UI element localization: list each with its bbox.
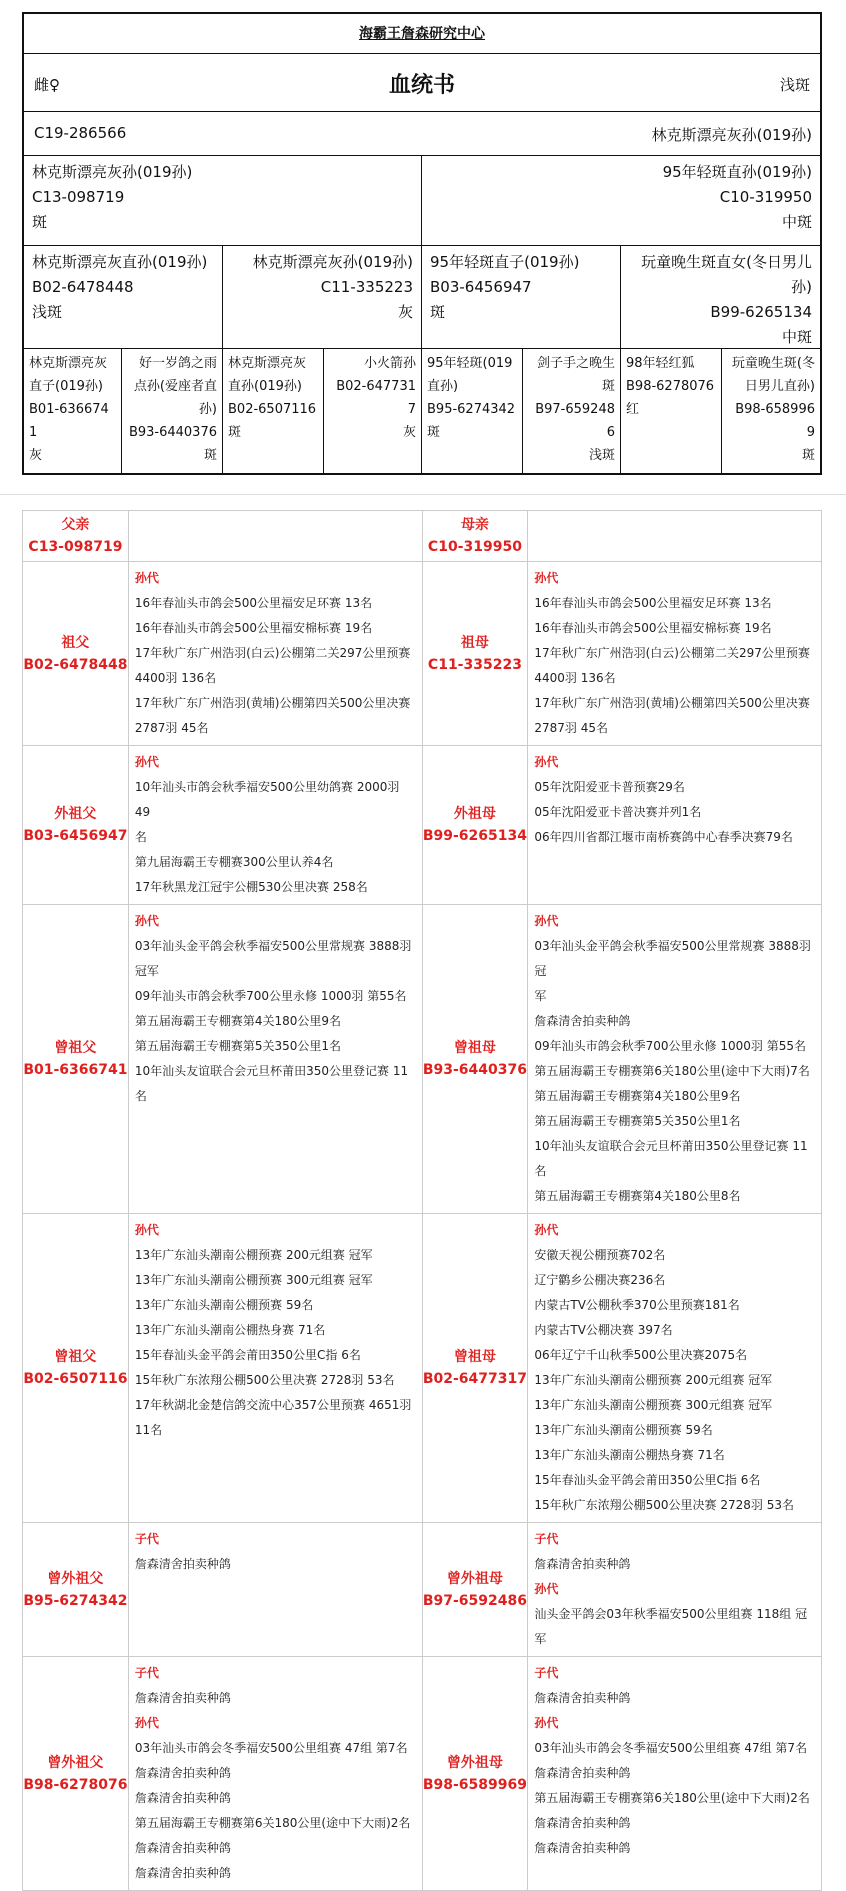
section-heading: 子代 bbox=[534, 1532, 559, 1546]
great-grandparent-ring: B02-6477317 bbox=[336, 379, 416, 417]
father-label-cell bbox=[23, 511, 129, 561]
achievement-line: 15年秋广东浓翔公棚500公里决赛 2728羽 53名 bbox=[134, 1373, 395, 1387]
achievement-line: 15年春汕头金平鸽会莆田350公里C指 6名 bbox=[534, 1473, 761, 1487]
color-label: 浅斑 bbox=[779, 76, 810, 94]
section-heading: 子代 bbox=[134, 1666, 159, 1680]
grandparent-name: 95年轻斑直子(019孙) bbox=[430, 253, 580, 271]
achievement-line: 詹森清舍拍卖种鸽 bbox=[134, 1866, 231, 1880]
achievement-line: 第五届海霸王专棚赛第5关350公里1名 bbox=[534, 1114, 741, 1128]
great-grandparent-color: 斑 bbox=[427, 425, 441, 440]
grandparent-ring: B03-6456947 bbox=[430, 278, 532, 296]
relative-ring: B01-6366741 bbox=[23, 1062, 128, 1078]
grandparent-cell bbox=[24, 246, 223, 348]
section-heading: 孙代 bbox=[134, 571, 159, 585]
achievement-line: 第五届海霸王专棚赛第4关180公里9名 bbox=[134, 1014, 342, 1028]
great-grandparent-cell bbox=[422, 349, 523, 473]
achievements-cell bbox=[129, 1523, 423, 1656]
record-row bbox=[23, 1523, 822, 1657]
achievement-line: 辽宁鹳乡公棚决赛236名 bbox=[534, 1273, 666, 1287]
relative-label: 外祖父 bbox=[54, 806, 97, 822]
relative-ring: B02-6478448 bbox=[23, 656, 128, 673]
achievements-cell bbox=[528, 562, 822, 745]
achievements-cell bbox=[528, 905, 822, 1213]
section-heading: 孙代 bbox=[534, 571, 559, 585]
relative-label-cell bbox=[23, 905, 129, 1213]
great-grandparent-cell bbox=[722, 349, 820, 473]
achievement-line: 詹森清舍拍卖种鸽 bbox=[134, 1557, 231, 1571]
section-heading: 子代 bbox=[134, 1532, 159, 1546]
great-grandparent-ring: B97-6592486 bbox=[535, 402, 615, 440]
grandparent-name: 玩童晚生斑直女(冬日男儿孙) bbox=[641, 253, 812, 296]
achievement-line: 05年沈阳爱亚卡普决赛并列1名 bbox=[534, 805, 702, 819]
org-header bbox=[24, 14, 820, 54]
relative-label-cell bbox=[423, 1214, 529, 1522]
relative-label-cell bbox=[23, 746, 129, 904]
grandparent-cell bbox=[223, 246, 422, 348]
achievement-line: 03年汕头金平鸽会秋季福安500公里常规赛 3888羽 冠 bbox=[534, 939, 811, 978]
relative-label-cell bbox=[423, 1657, 529, 1890]
relative-label-cell bbox=[423, 1523, 529, 1656]
relative-label: 曾祖父 bbox=[54, 1349, 97, 1365]
dam-color: 中斑 bbox=[781, 213, 812, 231]
achievement-line: 10年汕头友谊联合会元旦杯莆田350公里登记赛 11名 bbox=[534, 1139, 808, 1178]
great-grandparent-name: 剑子手之晚生斑 bbox=[536, 356, 615, 394]
great-grandparent-color: 斑 bbox=[203, 448, 217, 463]
achievement-line: 03年汕头市鸽会冬季福安500公里组赛 47组 第7名 bbox=[134, 1741, 408, 1755]
achievement-line: 17年秋广东广州浩羽(黄埔)公棚第四关500公里决赛 bbox=[534, 696, 810, 710]
achievement-line: 10年汕头友谊联合会元旦杯莆田350公里登记赛 11名 bbox=[134, 1064, 409, 1103]
section-heading: 孙代 bbox=[534, 1716, 559, 1730]
achievement-line: 13年广东汕头潮南公棚预赛 200元组赛 冠军 bbox=[534, 1373, 773, 1387]
great-grandparent-ring: B98-6589969 bbox=[735, 402, 815, 440]
achievement-line: 詹森清舍拍卖种鸽 bbox=[534, 1841, 631, 1855]
section-heading: 孙代 bbox=[534, 1582, 559, 1596]
relative-label: 祖母 bbox=[460, 634, 489, 651]
achievement-line: 17年秋湖北金楚信鸽交流中心357公里预赛 4651羽 bbox=[134, 1398, 412, 1412]
achievement-line: 第九届海霸王专棚赛300公里认养4名 bbox=[134, 855, 334, 869]
achievement-line: 13年广东汕头潮南公棚预赛 200元组赛 冠军 bbox=[134, 1248, 373, 1262]
achievement-line: 冠军 bbox=[134, 964, 159, 978]
achievement-line: 詹森清舍拍卖种鸽 bbox=[534, 1557, 631, 1571]
record-row bbox=[23, 905, 822, 1214]
achievements-cell bbox=[528, 1657, 822, 1890]
achievement-line: 03年汕头市鸽会冬季福安500公里组赛 47组 第7名 bbox=[534, 1741, 808, 1755]
achievement-line: 詹森清舍拍卖种鸽 bbox=[134, 1766, 231, 1780]
grandparent-ring: B99-6265134 bbox=[710, 303, 812, 321]
record-row bbox=[23, 1657, 822, 1891]
relative-label: 外祖母 bbox=[453, 806, 496, 822]
relative-ring: B98-6278076 bbox=[23, 1776, 128, 1793]
section-heading: 孙代 bbox=[134, 755, 159, 769]
relative-label-cell bbox=[423, 905, 529, 1213]
achievement-line: 10年汕头市鸽会秋季福安500公里幼鸽赛 2000羽 49 bbox=[134, 780, 400, 819]
mother-label-cell bbox=[423, 511, 529, 561]
section-heading: 子代 bbox=[534, 1666, 559, 1680]
record-row bbox=[23, 1214, 822, 1523]
grandparent-ring: B02-6478448 bbox=[32, 278, 134, 296]
section-heading: 孙代 bbox=[134, 914, 159, 928]
achievement-line: 第五届海霸王专棚赛第6关180公里(途中下大雨)7名 bbox=[534, 1064, 810, 1078]
great-grandparent-name: 95年轻斑(019直孙) bbox=[427, 356, 513, 394]
achievement-line: 第五届海霸王专棚赛第5关350公里1名 bbox=[134, 1039, 342, 1053]
achievement-line: 11名 bbox=[134, 1423, 163, 1437]
relative-label: 祖父 bbox=[61, 634, 90, 651]
grandparents-row bbox=[24, 246, 820, 349]
relative-ring: B98-6589969 bbox=[422, 1776, 527, 1793]
achievement-line: 詹森清舍拍卖种鸽 bbox=[534, 1691, 631, 1705]
achievement-line: 詹森清舍拍卖种鸽 bbox=[134, 1841, 231, 1855]
great-grandparent-cell bbox=[223, 349, 324, 473]
achievement-line: 15年春汕头金平鸽会莆田350公里C指 6名 bbox=[134, 1348, 361, 1362]
achievement-line: 名 bbox=[134, 830, 147, 844]
achievement-line: 内蒙古TV公棚秋季370公里预赛181名 bbox=[534, 1298, 740, 1312]
achievements-cell bbox=[129, 905, 423, 1213]
achievement-line: 15年秋广东浓翔公棚500公里决赛 2728羽 53名 bbox=[534, 1498, 794, 1512]
great-grandparent-ring: B01-6366741 bbox=[29, 402, 109, 440]
achievement-line: 2787羽 45名 bbox=[134, 721, 209, 735]
achievement-line: 05年沈阳爱亚卡普预赛29名 bbox=[534, 780, 685, 794]
achievement-line: 17年秋黑龙江冠宇公棚530公里决赛 258名 bbox=[134, 880, 368, 894]
achievement-line: 4400羽 136名 bbox=[134, 671, 217, 685]
relative-ring: C11-335223 bbox=[427, 656, 522, 673]
mother-label: 母亲 bbox=[460, 517, 489, 533]
great-grandparent-color: 斑 bbox=[228, 425, 242, 440]
page-title: 血统书 bbox=[388, 73, 455, 98]
achievement-line: 2787羽 45名 bbox=[534, 721, 608, 735]
great-grandparent-name: 林克斯漂亮灰直孙(019孙) bbox=[228, 356, 307, 394]
section-heading: 孙代 bbox=[534, 914, 559, 928]
relative-ring: B97-6592486 bbox=[422, 1592, 527, 1609]
grandparent-cell bbox=[422, 246, 621, 348]
grandparent-color: 斑 bbox=[430, 303, 446, 321]
org-name[interactable]: 海霸王詹森研究中心 bbox=[359, 26, 485, 42]
great-grandparent-name: 玩童晚生斑(冬日男儿直孙) bbox=[731, 356, 815, 394]
sire-name: 林克斯漂亮灰孙(019孙) bbox=[32, 163, 193, 181]
id-row bbox=[24, 112, 820, 156]
relative-ring: B95-6274342 bbox=[23, 1592, 128, 1609]
achievement-line: 13年广东汕头潮南公棚预赛 59名 bbox=[534, 1423, 713, 1437]
sire-cell bbox=[24, 156, 422, 245]
relative-label: 曾外祖母 bbox=[446, 1570, 503, 1587]
achievement-line: 17年秋广东广州浩羽(白云)公棚第二关297公里预赛 bbox=[134, 646, 411, 660]
relative-label: 曾祖父 bbox=[54, 1040, 97, 1056]
achievements-cell bbox=[129, 746, 423, 904]
achievement-line: 09年汕头市鸽会秋季700公里永修 1000羽 第55名 bbox=[534, 1039, 806, 1053]
father-ring: C13-098719 bbox=[28, 539, 123, 555]
section-heading: 孙代 bbox=[534, 1223, 559, 1237]
great-grandparent-color: 红 bbox=[626, 402, 640, 417]
achievement-line: 09年汕头市鸽会秋季700公里永修 1000羽 第55名 bbox=[134, 989, 407, 1003]
great-grandparent-name: 好一岁鸽之雨点孙(爱座者直孙) bbox=[133, 356, 217, 417]
achievement-line: 詹森清舍拍卖种鸽 bbox=[134, 1791, 231, 1805]
achievements-cell bbox=[129, 1657, 423, 1890]
sire-ring: C13-098719 bbox=[32, 188, 125, 206]
great-grandparent-ring: B95-6274342 bbox=[427, 402, 516, 417]
achievements-cell bbox=[129, 1214, 423, 1522]
achievement-line: 16年春汕头市鸽会500公里福安足环赛 13名 bbox=[134, 596, 373, 610]
sire-color: 斑 bbox=[32, 213, 48, 231]
title-row bbox=[24, 54, 820, 112]
achievement-line: 第五届海霸王专棚赛第4关180公里9名 bbox=[534, 1089, 741, 1103]
dam-ring: C10-319950 bbox=[719, 188, 812, 206]
grandparent-color: 浅斑 bbox=[32, 303, 63, 321]
achievement-line: 17年秋广东广州浩羽(黄埔)公棚第四关500公里决赛 bbox=[134, 696, 411, 710]
achievement-line: 16年春汕头市鸽会500公里福安足环赛 13名 bbox=[534, 596, 772, 610]
great-grandparent-cell bbox=[621, 349, 722, 473]
relative-label: 曾外祖父 bbox=[47, 1570, 104, 1587]
parents-row bbox=[24, 156, 820, 246]
grandparent-color: 灰 bbox=[397, 303, 413, 321]
great-grandparent-name: 小火箭孙 bbox=[363, 356, 416, 371]
achievement-line: 内蒙古TV公棚决赛 397名 bbox=[534, 1323, 673, 1337]
grandparent-color: 中斑 bbox=[781, 328, 812, 346]
achievement-line: 詹森清舍拍卖种鸽 bbox=[534, 1816, 631, 1830]
great-grandparent-ring: B02-6507116 bbox=[228, 402, 317, 417]
parents-header-row bbox=[23, 511, 822, 562]
relative-label: 曾外祖父 bbox=[47, 1754, 104, 1771]
mother-ring: C10-319950 bbox=[427, 539, 522, 555]
achievement-line: 06年辽宁千山秋季500公里决赛2075名 bbox=[534, 1348, 748, 1362]
achievement-line: 詹森清舍拍卖种鸽 bbox=[534, 1766, 631, 1780]
relative-label-cell bbox=[23, 1214, 129, 1522]
achievement-line: 17年秋广东广州浩羽(白云)公棚第二关297公里预赛 bbox=[534, 646, 810, 660]
achievement-line: 16年春汕头市鸽会500公里福安棉标赛 19名 bbox=[134, 621, 373, 635]
dam-cell bbox=[422, 156, 820, 245]
achievements-cell bbox=[528, 1523, 822, 1656]
achievement-line: 4400羽 136名 bbox=[534, 671, 616, 685]
achievement-line: 詹森清舍拍卖种鸽 bbox=[534, 1014, 631, 1028]
achievement-line: 第五届海霸王专棚赛第6关180公里(途中下大雨)2名 bbox=[134, 1816, 411, 1830]
relative-label-cell bbox=[423, 746, 529, 904]
achievement-line: 13年广东汕头潮南公棚预赛 300元组赛 冠军 bbox=[134, 1273, 373, 1287]
achievement-line: 16年春汕头市鸽会500公里福安棉标赛 19名 bbox=[534, 621, 772, 635]
sex-label: 雌♀ bbox=[34, 76, 60, 94]
grandparent-cell bbox=[621, 246, 820, 348]
great-grandparent-cell bbox=[122, 349, 223, 473]
achievement-line: 03年汕头金平鸽会秋季福安500公里常规赛 3888羽 bbox=[134, 939, 412, 953]
relative-label: 曾祖母 bbox=[453, 1349, 496, 1365]
great-grandparent-color: 浅斑 bbox=[588, 448, 615, 463]
great-grandparent-ring: B93-6440376 bbox=[128, 425, 217, 440]
achievement-line: 安徽天视公棚预赛702名 bbox=[534, 1248, 666, 1262]
great-grandparent-name: 98年轻红狐 bbox=[626, 356, 695, 371]
record-table bbox=[22, 510, 822, 1891]
great-grandparent-cell bbox=[24, 349, 122, 473]
great-grandparent-cell bbox=[523, 349, 621, 473]
great-grandparent-cell bbox=[324, 349, 422, 473]
grandparent-name: 林克斯漂亮灰直孙(019孙) bbox=[32, 253, 208, 271]
great-grandparent-color: 灰 bbox=[402, 425, 416, 440]
relative-label-cell bbox=[23, 1523, 129, 1656]
achievement-line: 13年广东汕头潮南公棚预赛 300元组赛 冠军 bbox=[534, 1398, 773, 1412]
achievement-line: 第五届海霸王专棚赛第6关180公里(途中下大雨)2名 bbox=[534, 1791, 810, 1805]
achievement-line: 13年广东汕头潮南公棚预赛 59名 bbox=[134, 1298, 314, 1312]
divider bbox=[0, 494, 846, 495]
achievements-cell bbox=[528, 746, 822, 904]
great-grandparent-ring: B98-6278076 bbox=[626, 379, 715, 394]
relative-ring: B02-6477317 bbox=[422, 1371, 527, 1387]
pigeon-name: 林克斯漂亮灰孙(019孙) bbox=[651, 126, 812, 144]
great-grandparent-name: 林克斯漂亮灰直子(019孙) bbox=[29, 356, 108, 394]
relative-label: 曾祖母 bbox=[453, 1040, 496, 1056]
relative-ring: B03-6456947 bbox=[23, 828, 128, 844]
relative-label-cell bbox=[23, 562, 129, 745]
relative-ring: B93-6440376 bbox=[422, 1062, 527, 1078]
ring-number: C19-286566 bbox=[34, 124, 127, 142]
father-label: 父亲 bbox=[61, 517, 90, 533]
achievements-cell bbox=[528, 1214, 822, 1522]
relative-label-cell bbox=[423, 562, 529, 745]
pedigree-card bbox=[22, 12, 822, 475]
relative-ring: B02-6507116 bbox=[23, 1371, 128, 1387]
father-content-cell bbox=[129, 511, 423, 561]
achievement-line: 军 bbox=[534, 989, 547, 1003]
relative-ring: B99-6265134 bbox=[422, 828, 527, 844]
achievements-cell bbox=[129, 562, 423, 745]
achievement-line: 汕头金平鸽会03年秋季福安500公里组赛 118组 冠军 bbox=[534, 1607, 808, 1646]
section-heading: 孙代 bbox=[534, 755, 559, 769]
achievement-line: 第五届海霸王专棚赛第4关180公里8名 bbox=[534, 1189, 741, 1203]
dam-name: 95年轻斑直孙(019孙) bbox=[662, 163, 812, 181]
great-grandparents-row bbox=[24, 349, 820, 473]
achievement-line: 06年四川省都江堰市南桥赛鸽中心春季决赛79名 bbox=[534, 830, 793, 844]
great-grandparent-color: 斑 bbox=[801, 448, 815, 463]
grandparent-name: 林克斯漂亮灰孙(019孙) bbox=[252, 253, 413, 271]
section-heading: 孙代 bbox=[134, 1716, 159, 1730]
relative-label-cell bbox=[23, 1657, 129, 1890]
mother-content-cell bbox=[528, 511, 822, 561]
record-row bbox=[23, 562, 822, 746]
record-row bbox=[23, 746, 822, 905]
great-grandparent-color: 灰 bbox=[29, 448, 43, 463]
achievement-line: 13年广东汕头潮南公棚热身赛 71名 bbox=[534, 1448, 725, 1462]
achievement-line: 13年广东汕头潮南公棚热身赛 71名 bbox=[134, 1323, 326, 1337]
achievement-line: 詹森清舍拍卖种鸽 bbox=[134, 1691, 231, 1705]
section-heading: 孙代 bbox=[134, 1223, 159, 1237]
grandparent-ring: C11-335223 bbox=[320, 278, 413, 296]
relative-label: 曾外祖母 bbox=[446, 1754, 503, 1771]
